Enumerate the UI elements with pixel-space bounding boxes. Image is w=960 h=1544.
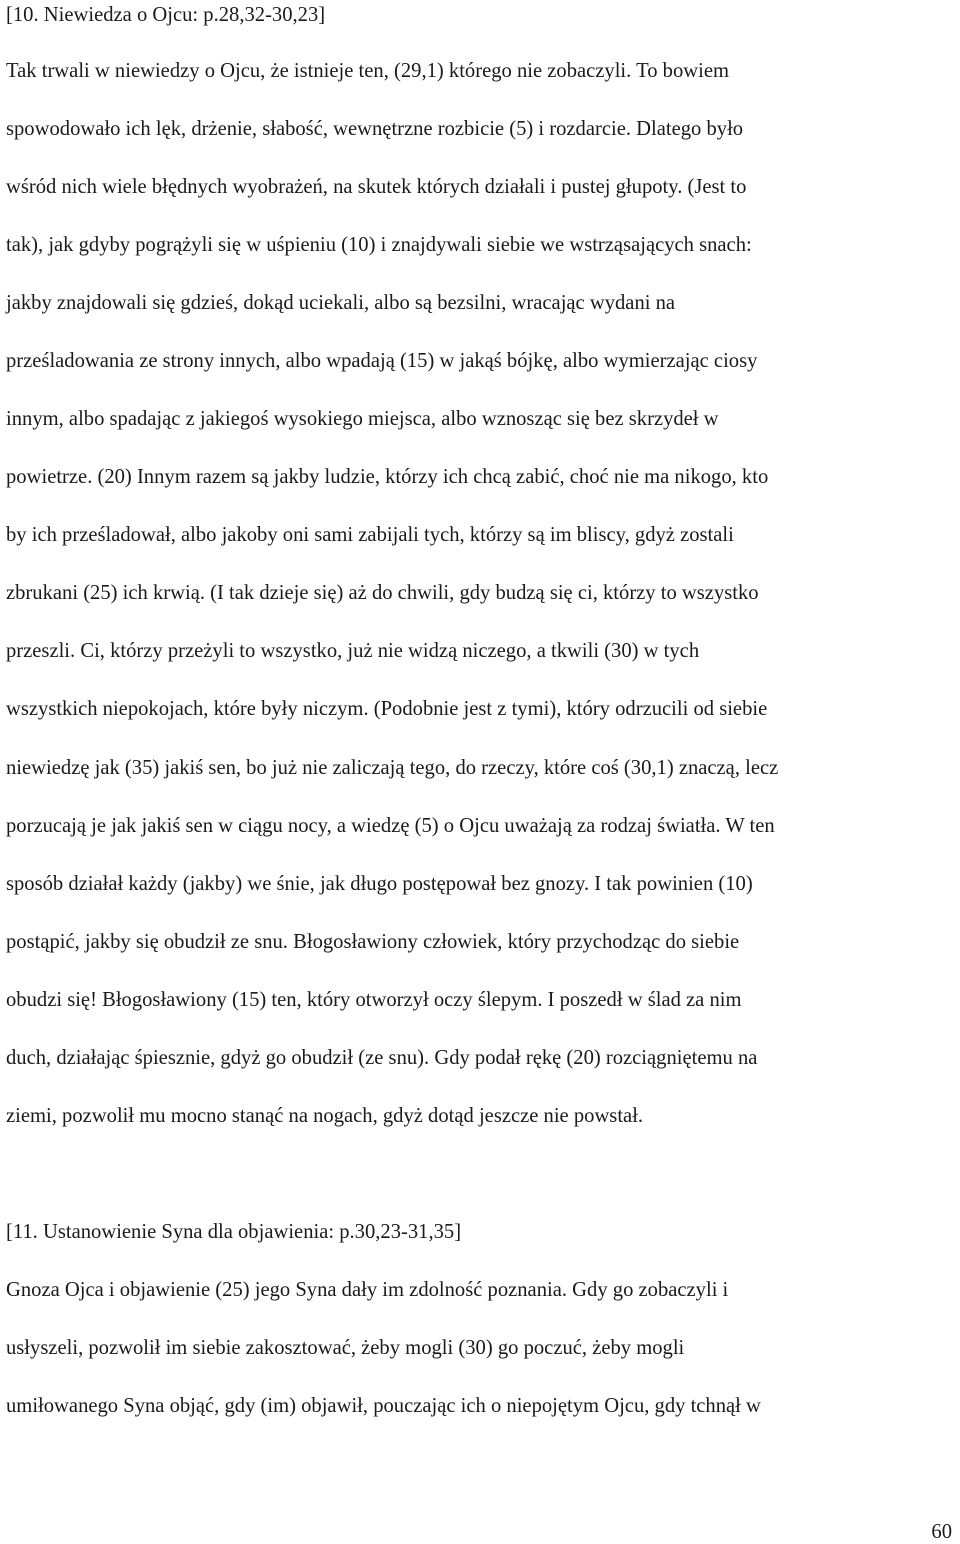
- text-line: Tak trwali w niewiedzy o Ojcu, że istnieje ten, (29,1) którego nie zobaczyli. To bowiem: [6, 60, 730, 82]
- text-line: zbrukani (25) ich krwią. (I tak dzieje się) aż do chwili, gdy budzą się ci, którzy to wszystko: [6, 582, 759, 604]
- text-line: spowodowało ich lęk, drżenie, słabość, wewnętrzne rozbicie (5) i rozdarcie. Dlatego było: [6, 118, 744, 140]
- text-line: prześladowania ze strony innych, albo wpadają (15) w jakąś bójkę, albo wymierzając ciosy: [6, 350, 758, 372]
- text-line: by ich prześladował, albo jakoby oni sami zabijali tych, którzy są im bliscy, gdyż zostali: [6, 524, 734, 546]
- text-line: wśród nich wiele błędnych wyobrażeń, na skutek których działali i pustej głupoty. (Jest to: [6, 176, 747, 198]
- text-line: usłyszeli, pozwolił im siebie zakosztować, żeby mogli (30) go poczuć, żeby mogli: [6, 1337, 685, 1359]
- text-line: postąpić, jakby się obudził ze snu. Błogosławiony człowiek, który przychodząc do siebie: [6, 931, 740, 953]
- text-line: jakby znajdowali się gdzieś, dokąd uciekali, albo są bezsilni, wracając wydani na: [6, 292, 676, 314]
- text-line: Gnoza Ojca i objawienie (25) jego Syna dały im zdolność poznania. Gdy go zobaczyli i: [6, 1279, 729, 1301]
- text-line: innym, albo spadając z jakiegoś wysokiego miejsca, albo wznosząc się bez skrzydeł w: [6, 408, 719, 430]
- text-line: obudzi się! Błogosławiony (15) ten, który otworzył oczy ślepym. I poszedł w ślad za nim: [6, 989, 742, 1011]
- section-heading: [10. Niewiedza o Ojcu: p.28,32-30,23]: [6, 4, 326, 26]
- text-line: umiłowanego Syna objąć, gdy (im) objawił, pouczając ich o niepojętym Ojcu, gdy tchnął w: [6, 1395, 761, 1417]
- text-line: porzucają je jak jakiś sen w ciągu nocy, a wiedzę (5) o Ojcu uważają za rodzaj światła. W ten: [6, 815, 775, 837]
- text-line: wszystkich niepokojach, które były niczym. (Podobnie jest z tymi), który odrzucili od siebie: [6, 698, 768, 720]
- page-number: 60: [931, 1521, 952, 1543]
- section-heading: [11. Ustanowienie Syna dla objawienia: p.30,23-31,35]: [6, 1221, 462, 1243]
- text-line: duch, działając śpiesznie, gdyż go obudził (ze snu). Gdy podał rękę (20) rozciągniętemu na: [6, 1047, 758, 1069]
- text-line: niewiedzę jak (35) jakiś sen, bo już nie zaliczają tego, do rzeczy, które coś (30,1) znaczą, lecz: [6, 757, 779, 779]
- text-line: tak), jak gdyby pogrążyli się w uśpieniu (10) i znajdywali siebie we wstrząsających snach:: [6, 234, 752, 256]
- text-line: powietrze. (20) Innym razem są jakby ludzie, którzy ich chcą zabić, choć nie ma nikogo, kto: [6, 466, 769, 488]
- text-line: przeszli. Ci, którzy przeżyli to wszystko, już nie widzą niczego, a tkwili (30) w tych: [6, 640, 700, 662]
- text-line: sposób działał każdy (jakby) we śnie, jak długo postępował bez gnozy. I tak powinien (10): [6, 873, 753, 895]
- text-line: ziemi, pozwolił mu mocno stanąć na nogach, gdyż dotąd jeszcze nie powstał.: [6, 1105, 644, 1127]
